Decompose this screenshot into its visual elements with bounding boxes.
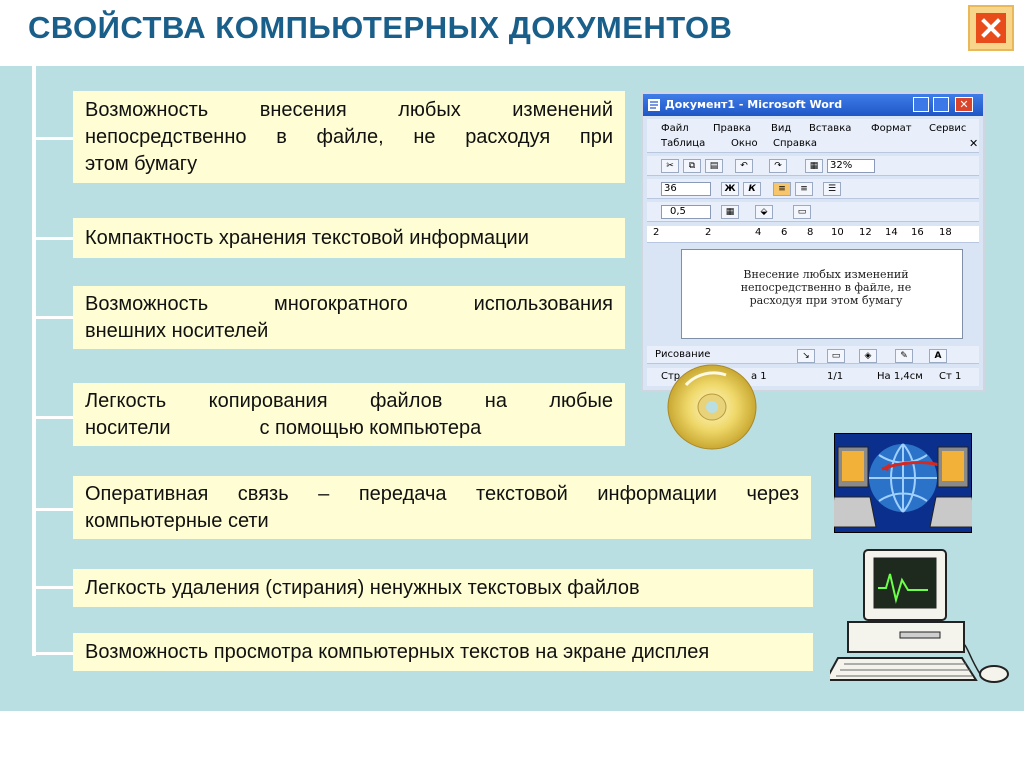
ruler-tick: 2	[705, 227, 712, 238]
table-icon[interactable]: ▦	[805, 159, 823, 173]
connector-line	[32, 652, 74, 655]
property-box-4	[73, 383, 625, 446]
menu-format[interactable]: Формат	[871, 123, 912, 134]
property-line: непосредственно в файле, не расходуя при	[85, 125, 613, 148]
property-box-7	[73, 633, 813, 671]
connector-line	[32, 137, 74, 140]
connector-line	[32, 316, 74, 319]
property-line: этом бумагу	[85, 152, 198, 175]
status-section: а 1	[751, 371, 767, 382]
ruler-tick: 18	[939, 227, 952, 238]
font-color-icon[interactable]: A	[929, 349, 947, 363]
document-line: непосредственно в файле, не	[740, 281, 912, 294]
cut-icon[interactable]: ✂	[661, 159, 679, 173]
word-title-bar	[643, 94, 983, 116]
property-line: Оперативная связь – передача текстовой информации через	[85, 482, 799, 505]
property-line: Возможность просмотра компьютерных текстов на экране дисплея	[85, 640, 710, 663]
menu-tools[interactable]: Сервис	[929, 123, 967, 134]
status-page-label: Стр	[661, 371, 681, 382]
ruler	[647, 226, 979, 243]
maximize-icon[interactable]	[933, 97, 949, 112]
redo-icon[interactable]: ↷	[769, 159, 787, 173]
cd-disc-icon	[666, 363, 758, 451]
property-box-1	[73, 91, 625, 183]
document-line: расходуя при этом бумагу	[749, 294, 903, 307]
border-icon[interactable]: ▦	[721, 205, 739, 219]
desktop-computer-icon	[830, 548, 1014, 688]
paste-icon[interactable]: ▤	[705, 159, 723, 173]
word-menu-bar	[647, 119, 979, 153]
font-size-select[interactable]: 36	[661, 182, 711, 196]
word-title-text: Документ1 - Microsoft Word	[665, 98, 843, 111]
align-left-icon[interactable]: ≡	[773, 182, 791, 196]
menu-insert[interactable]: Вставка	[809, 123, 852, 134]
property-box-6	[73, 569, 813, 607]
formatting-toolbar	[647, 179, 979, 199]
status-position: На 1,4см	[877, 371, 923, 382]
ruler-tick: 2	[653, 227, 660, 238]
line-color-icon[interactable]: ✎	[895, 349, 913, 363]
drawing-toolbar	[647, 346, 979, 364]
ruler-tick: 14	[885, 227, 898, 238]
menu-file[interactable]: Файл	[661, 123, 689, 134]
ruler-tick: 4	[755, 227, 762, 238]
page-title: СВОЙСТВА КОМПЬЮТЕРНЫХ ДОКУМЕНТОВ	[28, 10, 733, 45]
paragraph-icon[interactable]: ▭	[793, 205, 811, 219]
document-text	[706, 268, 946, 307]
ruler-tick: 8	[807, 227, 814, 238]
ruler-tick: 16	[911, 227, 924, 238]
property-line: Легкость копирования файлов на любые	[85, 389, 613, 412]
copy-icon[interactable]: ⧉	[683, 159, 701, 173]
menu-window[interactable]: Окно	[731, 138, 758, 149]
word-doc-icon	[647, 98, 661, 112]
connector-line	[32, 237, 74, 240]
ruler-tick: 10	[831, 227, 844, 238]
property-line: внешних носителей	[85, 319, 269, 342]
connector-line	[32, 508, 74, 511]
property-line: компьютерные сети	[85, 509, 269, 532]
word-window-screenshot	[641, 92, 985, 392]
property-box-3	[73, 286, 625, 349]
list-icon[interactable]: ☰	[823, 182, 841, 196]
close-icon	[976, 13, 1006, 43]
document-line: Внесение любых изменений	[743, 268, 909, 281]
menu-edit[interactable]: Правка	[713, 123, 752, 134]
doc-close-icon[interactable]: ✕	[969, 137, 979, 150]
zoom-select[interactable]: 32%	[827, 159, 875, 173]
window-close-icon[interactable]: ✕	[955, 97, 973, 112]
close-button[interactable]	[968, 5, 1014, 51]
network-computers-icon	[834, 433, 972, 533]
menu-view[interactable]: Вид	[771, 123, 792, 134]
connector-line	[32, 416, 74, 419]
menu-help[interactable]: Справка	[773, 138, 818, 149]
align-center-icon[interactable]: ≡	[795, 182, 813, 196]
undo-icon[interactable]: ↶	[735, 159, 753, 173]
connector-line	[32, 586, 74, 589]
highlight-icon[interactable]: ⬙	[755, 205, 773, 219]
document-page	[681, 249, 963, 339]
fill-color-icon[interactable]: ◈	[859, 349, 877, 363]
status-page-count: 1/1	[827, 371, 844, 382]
textbox-icon[interactable]: ▭	[827, 349, 845, 363]
property-line: Компактность хранения текстовой информации	[85, 226, 529, 249]
property-line: Возможность внесения любых изменений	[85, 98, 613, 121]
paragraph-toolbar	[647, 202, 979, 222]
line-spacing-select[interactable]: 0,5	[661, 205, 711, 219]
property-line: Легкость удаления (стирания) ненужных текстовых файлов	[85, 576, 640, 599]
status-line: Ст 1	[939, 371, 962, 382]
property-box-2	[73, 218, 625, 258]
bold-icon[interactable]: Ж	[721, 182, 739, 196]
drawing-menu[interactable]: Рисование	[655, 349, 711, 360]
menu-table[interactable]: Таблица	[661, 138, 706, 149]
arrow-icon[interactable]: ↘	[797, 349, 815, 363]
italic-icon[interactable]: К	[743, 182, 761, 196]
property-line: носители с помощью компьютера	[85, 416, 482, 439]
property-line: Возможность многократного использования	[85, 292, 613, 315]
standard-toolbar	[647, 156, 979, 176]
ruler-tick: 6	[781, 227, 788, 238]
minimize-icon[interactable]	[913, 97, 929, 112]
ruler-tick: 12	[859, 227, 872, 238]
tree-vertical-line	[32, 66, 36, 656]
property-box-5	[73, 476, 811, 539]
